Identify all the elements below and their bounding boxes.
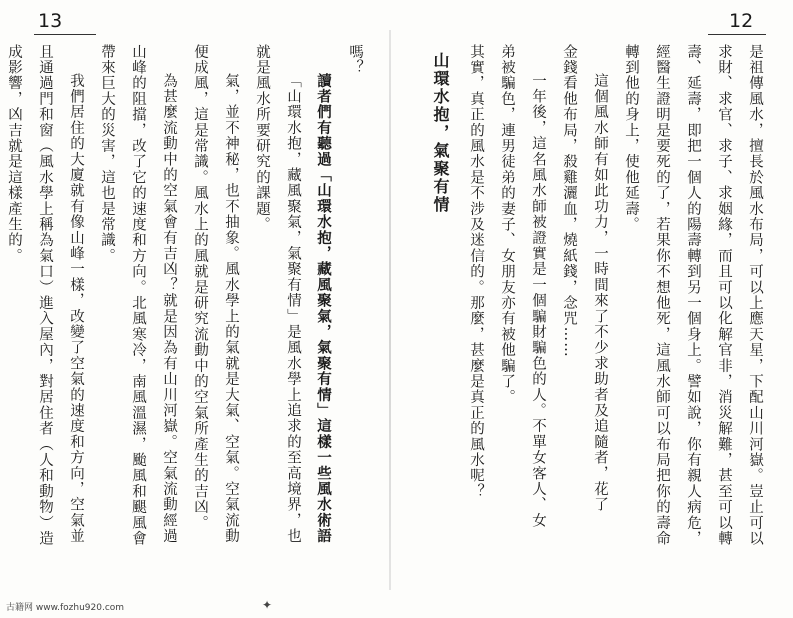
text-column: 讀者們有聽過「山環水抱，藏風聚氣，氣聚有情」這樣一些風水術語 [315,73,332,544]
text-column: 金錢看他布局，殺雞灑血，燒紙錢，念咒…… [561,44,577,358]
text-column: 求財、求官、求子、求姻緣，而且可以化解官非，消災解難，甚至可以轉 [716,44,732,547]
text-column: 弟被騙色，連男徒弟的妻子、女朋友亦有被他騙了。 [499,44,515,406]
left-page-text [6,44,370,584]
watermark-footer: 古籍网 www.fozhu920.com [6,603,125,613]
text-column: 壽、延壽，即把一個人的陽壽轉到另一個身上。譬如說，你有親人病危， [685,44,701,547]
text-column: 經醫生證明是要死的了，若果你不想他死，這風水師可以布局把你的壽命 [654,44,670,547]
text-column: 山峰的阻擋，改了它的速度和方向。北風寒冷，南風溫濕，颱風和颶風會 [130,44,146,547]
text-column: 一年後，這名風水師被證實是一個騙財騙色的人。不單女客人、女 [530,73,546,529]
text-column: 氣，並不神秘，也不抽象。風水學上的氣就是大氣、空氣。空氣流動 [223,73,239,544]
text-column: 帶來巨大的災害，這也是常識。 [99,44,115,264]
text-column: 且通過門和窗（風水學上稱為氣口）進入屋內，對居住者（人和動物）造 [37,44,53,547]
book-gutter [389,30,391,590]
page-right [410,44,770,584]
text-column: 就是風水所要研究的課題。 [254,44,270,233]
page-number-right: 12 [729,10,754,32]
section-heading: 山環水抱，氣聚有情 [431,52,450,214]
text-column: 我們居住的大廈就有像山峰一樣，改變了空氣的速度和方向，空氣並 [68,73,84,544]
text-column: 「山環水抱，藏風聚氣，氣聚有情」是風水學上追求的至高境界，也 [285,73,301,544]
header-rule-right [708,34,766,35]
scan-speck: ✦ [262,598,273,612]
header-rule-left [34,34,96,35]
text-column: 是祖傳風水，擅長於風水布局，可以上應天星，下配山川河嶽。豈止可以 [747,44,763,547]
text-column: 這個風水師有如此功力，一時間來了不少求助者及追隨者，花了 [592,73,608,513]
text-column: 為甚麼流動中的空氣會有吉凶？就是因為有山川河嶽。空氣流動經過 [161,73,177,544]
right-page-text [410,44,770,584]
text-column: 其實，真正的風水是不涉及迷信的。那麼，甚麼是真正的風水呢？ [468,44,484,500]
page-left [6,44,370,584]
text-column: 便成風，這是常識。風水上的風就是研究流動中的空氣所產生的吉凶。 [192,44,208,531]
text-column: 成影響，凶吉就是這樣產生的。 [6,44,22,264]
text-column: 轉到他的身上，使他延壽。 [623,44,639,233]
text-column: 嗎？ [347,44,363,76]
page-number-left: 13 [38,10,63,32]
